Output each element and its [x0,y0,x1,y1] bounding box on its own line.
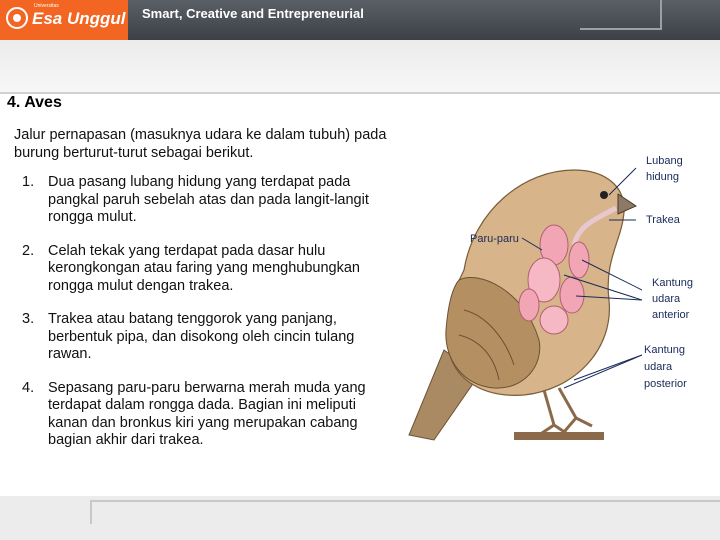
label-posterior-line3: posterior [644,378,687,390]
bird-respiratory-diagram [404,150,642,444]
list-item [22,174,397,227]
figure-labels [642,150,720,400]
header-decor-line [580,0,662,30]
label-anterior-line3: anterior [652,309,690,321]
list-number: 4. [22,379,35,396]
label-trakea: Trakea [646,214,680,226]
intro-text: Jalur pernapasan (masuknya udara ke dalam tubuh) pada burung berturut-turut sebagai berikut. [14,127,387,161]
list-text: Dua pasang lubang hidung yang terdapat pada pangkal paruh sebelah atas dan pada langit-langit rongga mulut. [48,174,369,225]
bird-illustration [404,150,642,444]
tagline: Smart, Creative and Entrepreneurial [142,6,364,21]
list-item [22,311,397,364]
label-paru-paru: Paru-paru [470,233,519,245]
title-band-divider [0,92,720,94]
label-posterior-line1: Kantung [644,344,685,356]
footer-decor-line [90,500,720,524]
label-lubang-line1: Lubang [646,155,683,167]
label-anterior-line2: udara [652,293,681,305]
list-item [22,380,397,450]
logo-emblem-icon [6,7,28,29]
university-logo[interactable] [0,0,128,40]
label-posterior-line2: udara [644,361,673,373]
respiration-steps-list [22,174,397,466]
label-lubang-line2: hidung [646,171,680,183]
title-band [0,40,720,92]
logo-small-text: Universitas [34,3,59,9]
list-number: 1. [22,174,35,190]
slide-title: 4. Aves [7,94,62,111]
label-anterior-line1: Kantung [652,277,693,289]
list-text: Sepasang paru-paru berwarna merah muda yang terdapat dalam rongga dada. Bagian ini meliputi kanan dan bronkus kiri yang merupakan cabang bagian akhir dari trakea. [48,379,366,448]
list-text: Trakea atau batang tenggorok yang panjang, berbentuk pipa, dan disokong oleh cincin tulang rawan. [48,311,355,362]
header-bar [0,0,720,40]
list-item [22,243,397,296]
list-number: 3. [22,311,35,327]
list-text: Celah tekak yang terdapat pada dasar hulu kerongkongan atau faring yang menghubungkan rongga mulut dengan trakea. [48,242,360,294]
list-number: 2. [22,242,35,259]
logo-text: Esa Unggul [32,9,126,28]
